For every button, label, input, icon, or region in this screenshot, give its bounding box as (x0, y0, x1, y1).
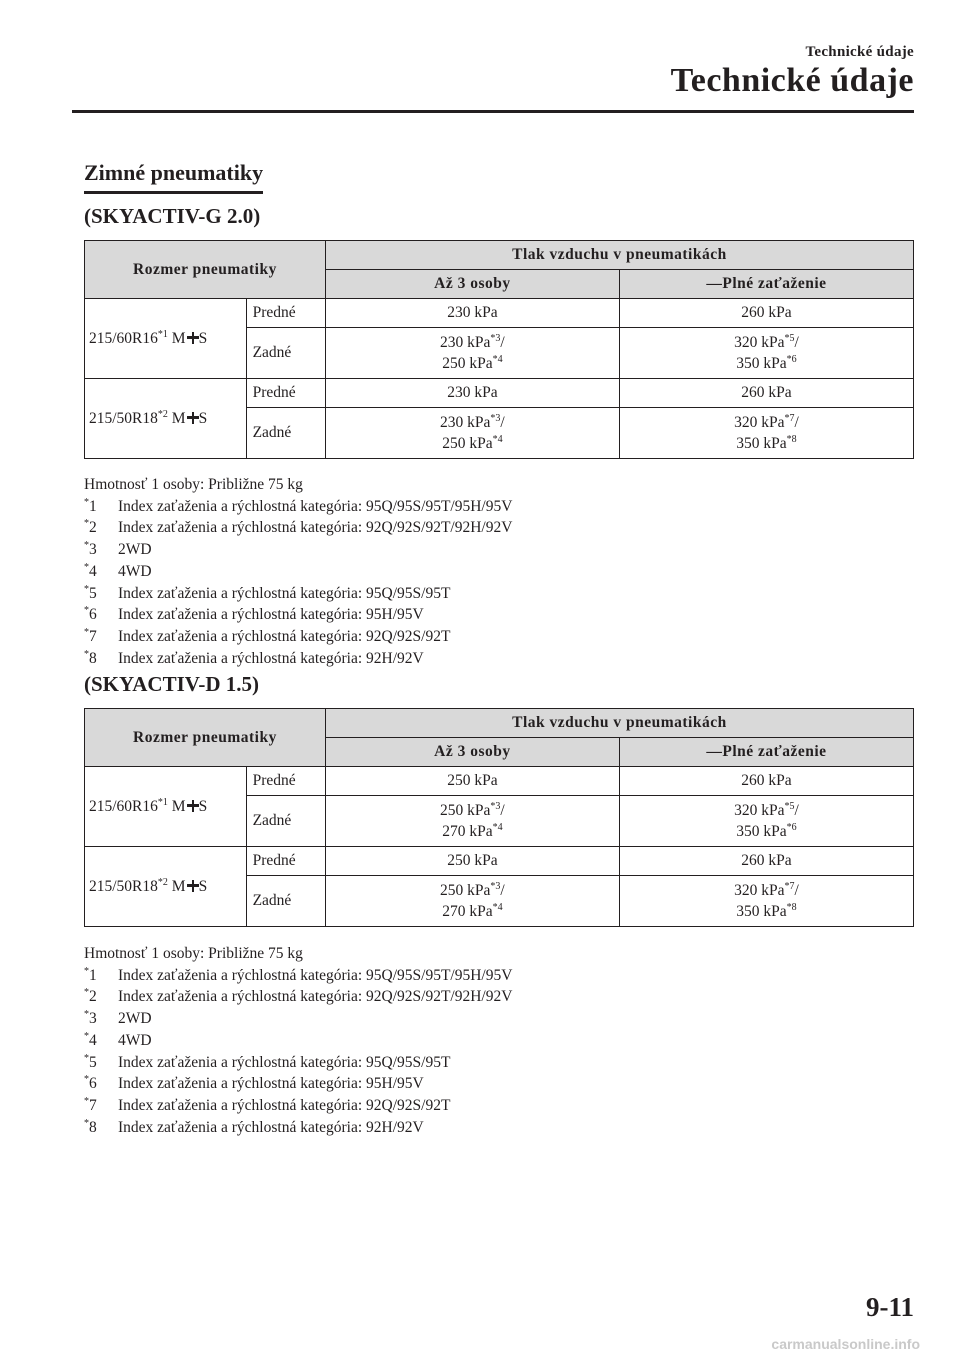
footnote-ref: *3 (490, 333, 501, 344)
footnote-ref: *1 (157, 796, 168, 808)
footnote-ref: *5 (784, 333, 795, 344)
footnote-mark (84, 1095, 118, 1117)
pressure-b: 350 kPa (736, 435, 787, 452)
header-tire-size: Rozmer pneumatiky (85, 709, 326, 767)
pressure-value: 260 kPa (619, 767, 913, 796)
axle-label: Predné (246, 299, 325, 328)
asterisk: * (84, 1074, 89, 1086)
footnote-number: 2 (89, 519, 97, 537)
footnote-text: Index zaťaženia a rýchlostná kategória: 95Q/95S/95T (118, 584, 451, 602)
pressure-4wd: 250 kPa (442, 355, 493, 372)
pressure-value: 250 kPa (325, 847, 619, 876)
plus-icon (187, 412, 199, 424)
asterisk: * (84, 1117, 89, 1129)
pressure-value: 260 kPa (619, 379, 913, 408)
table-row (85, 767, 914, 796)
header-pressure: Tlak vzduchu v pneumatikách (325, 709, 913, 738)
asterisk: * (84, 496, 89, 508)
plus-icon (187, 332, 199, 344)
footnote-ref: *8 (786, 902, 797, 913)
header-up-to-3: Až 3 osoby (325, 738, 619, 767)
tire-size-cell (85, 379, 247, 459)
pressure-value: 250 kPa$^{*3}$/ 270 kPa$^{*4}$ (325, 796, 619, 847)
footnote (84, 965, 512, 987)
footnote-number: 8 (89, 1118, 97, 1136)
axle-label: Zadné (246, 876, 325, 927)
pressure-b: 350 kPa (736, 903, 787, 920)
pressure-b: 350 kPa (736, 355, 787, 372)
tire-size: 215/60R16 (89, 797, 158, 815)
footnote-ref: *2 (157, 876, 168, 888)
tire-class-m: M (171, 409, 186, 427)
asterisk: * (84, 965, 89, 977)
tire-class-s: S (198, 329, 208, 347)
pressure-table-g20 (84, 240, 914, 459)
footnote-text: Index zaťaženia a rýchlostná kategória: 95Q/95S/95T/95H/95V (118, 497, 513, 515)
header-full-load: ―Plné zaťaženie (619, 738, 913, 767)
footnote-number: 5 (89, 584, 97, 602)
footnote-mark (84, 965, 118, 987)
watermark: carmanualsonline.info (771, 1336, 920, 1352)
asterisk: * (84, 540, 89, 552)
footnote-ref: *4 (492, 354, 503, 365)
footnote-ref: *6 (786, 354, 797, 365)
asterisk: * (84, 1095, 89, 1107)
footnote-number: 4 (89, 562, 97, 580)
asterisk: * (84, 1009, 89, 1021)
asterisk: * (84, 605, 89, 617)
pressure-2wd: 230 kPa (440, 414, 491, 431)
tire-class-m: M (171, 797, 186, 815)
tire-class-s: S (198, 877, 208, 895)
footnote-ref: *3 (490, 881, 501, 892)
footnote-mark (84, 583, 118, 605)
pressure-value: 230 kPa$^{*3}$/ 250 kPa$^{*4}$ (325, 408, 619, 459)
section-title: Zimné pneumatiky (84, 160, 263, 194)
footnote-mark (84, 648, 118, 670)
pressure-value: 230 kPa (325, 379, 619, 408)
footnote-ref: *4 (492, 822, 503, 833)
footnote-text: Index zaťaženia a rýchlostná kategória: 95Q/95S/95T/95H/95V (118, 966, 513, 984)
table-header-row (85, 241, 914, 270)
footnote-number: 7 (89, 1096, 97, 1114)
header-pressure: Tlak vzduchu v pneumatikách (325, 241, 913, 270)
axle-label: Predné (246, 379, 325, 408)
pressure-2wd: 250 kPa (440, 802, 491, 819)
footnote-number: 6 (89, 606, 97, 624)
table-row (85, 847, 914, 876)
pressure-2wd: 230 kPa (440, 334, 491, 351)
header-up-to-3: Až 3 osoby (325, 270, 619, 299)
pressure-4wd: 270 kPa (442, 903, 493, 920)
pressure-value: 230 kPa$^{*3}$/ 250 kPa$^{*4}$ (325, 328, 619, 379)
pressure-value: 250 kPa (325, 767, 619, 796)
footnote (84, 1008, 512, 1030)
footnote-number: 4 (89, 1031, 97, 1049)
footnote-mark (84, 539, 118, 561)
pressure-a: 320 kPa (734, 802, 785, 819)
pressure-value: 260 kPa (619, 847, 913, 876)
footnotes-g20 (84, 474, 512, 669)
footnote-text: Index zaťaženia a rýchlostná kategória: 92Q/92S/92T (118, 627, 451, 645)
footnote (84, 1052, 512, 1074)
footnote-text: 2WD (118, 541, 152, 559)
footnote-text: Index zaťaženia a rýchlostná kategória: 92Q/92S/92T (118, 1096, 451, 1114)
header-tire-size: Rozmer pneumatiky (85, 241, 326, 299)
footnote (84, 1030, 512, 1052)
footnote-number: 1 (89, 966, 97, 984)
header-full-load: ―Plné zaťaženie (619, 270, 913, 299)
footnote (84, 539, 512, 561)
weight-note: Hmotnosť 1 osoby: Približne 75 kg (84, 476, 303, 493)
footnote-text: 4WD (118, 1031, 152, 1049)
tire-class-m: M (171, 877, 186, 895)
asterisk: * (84, 987, 89, 999)
pressure-a: 320 kPa (734, 414, 785, 431)
engine-title-g20: (SKYACTIV-G 2.0) (84, 204, 261, 228)
table-row (85, 299, 914, 328)
footnote-mark (84, 561, 118, 583)
tire-size-cell (85, 299, 247, 379)
footnote-number: 1 (89, 497, 97, 515)
pressure-2wd: 250 kPa (440, 882, 491, 899)
footnote-number: 3 (89, 1010, 97, 1028)
pressure-table-d15 (84, 708, 914, 927)
page-number: 9-11 (865, 1292, 914, 1322)
asterisk: * (84, 648, 89, 660)
footnote-text: 4WD (118, 562, 152, 580)
running-header-small: Technické údaje (805, 44, 914, 60)
footnote (84, 583, 512, 605)
footnote-ref: *7 (784, 413, 795, 424)
footnote-mark (84, 1008, 118, 1030)
footnote-text: Index zaťaženia a rýchlostná kategória: 95H/95V (118, 1075, 424, 1093)
tire-size-cell (85, 847, 247, 927)
footnote-text: Index zaťaženia a rýchlostná kategória: 92Q/92S/92T/92H/92V (118, 519, 513, 537)
axle-label: Zadné (246, 796, 325, 847)
asterisk: * (84, 561, 89, 573)
asterisk: * (84, 1030, 89, 1042)
footnote-text: 2WD (118, 1010, 152, 1028)
tire-size: 215/50R18 (89, 877, 158, 895)
footnote (84, 1073, 512, 1095)
footnote-ref: *3 (490, 801, 501, 812)
asterisk: * (84, 1052, 89, 1064)
footnote-number: 8 (89, 649, 97, 667)
asterisk: * (84, 626, 89, 638)
tire-class-s: S (198, 409, 208, 427)
running-header-title: Technické údaje (670, 62, 914, 99)
pressure-value: 320 kPa$^{*7}$/ 350 kPa$^{*8}$ (619, 408, 913, 459)
footnote (84, 604, 512, 626)
pressure-value: 320 kPa$^{*7}$/ 350 kPa$^{*8}$ (619, 876, 913, 927)
footnote-ref: *6 (786, 822, 797, 833)
footnote-mark (84, 1117, 118, 1139)
axle-label: Predné (246, 847, 325, 876)
pressure-value: 260 kPa (619, 299, 913, 328)
footnote (84, 1117, 512, 1139)
header-divider (72, 110, 914, 113)
footnote-number: 2 (89, 988, 97, 1006)
plus-icon (187, 880, 199, 892)
footnote (84, 1095, 512, 1117)
tire-size-cell (85, 767, 247, 847)
footnote-text: Index zaťaženia a rýchlostná kategória: 92H/92V (118, 1118, 424, 1136)
footnote-mark (84, 517, 118, 539)
pressure-value: 230 kPa (325, 299, 619, 328)
footnote-mark (84, 604, 118, 626)
axle-label: Zadné (246, 408, 325, 459)
weight-note: Hmotnosť 1 osoby: Približne 75 kg (84, 945, 303, 962)
engine-title-d15: (SKYACTIV-D 1.5) (84, 672, 260, 696)
footnote-text: Index zaťaženia a rýchlostná kategória: 92Q/92S/92T/92H/92V (118, 988, 513, 1006)
pressure-4wd: 270 kPa (442, 823, 493, 840)
footnote-ref: *4 (492, 434, 503, 445)
footnote (84, 626, 512, 648)
pressure-a: 320 kPa (734, 334, 785, 351)
footnote-mark (84, 986, 118, 1008)
footnote-text: Index zaťaženia a rýchlostná kategória: 92H/92V (118, 649, 424, 667)
pressure-4wd: 250 kPa (442, 435, 493, 452)
footnote-ref: *8 (786, 434, 797, 445)
tire-size: 215/60R16 (89, 329, 158, 347)
footnote-number: 3 (89, 541, 97, 559)
pressure-a: 320 kPa (734, 882, 785, 899)
footnote (84, 517, 512, 539)
table-header-row (85, 709, 914, 738)
footnote-number: 5 (89, 1053, 97, 1071)
pressure-value: 320 kPa$^{*5}$/ 350 kPa$^{*6}$ (619, 796, 913, 847)
asterisk: * (84, 583, 89, 595)
footnote-mark (84, 626, 118, 648)
footnote-mark (84, 1052, 118, 1074)
axle-label: Zadné (246, 328, 325, 379)
tire-size: 215/50R18 (89, 409, 158, 427)
footnotes-d15 (84, 943, 512, 1138)
footnote-mark (84, 496, 118, 518)
pressure-b: 350 kPa (736, 823, 787, 840)
footnote-ref: *5 (784, 801, 795, 812)
footnote-number: 7 (89, 627, 97, 645)
footnote-mark (84, 1030, 118, 1052)
axle-label: Predné (246, 767, 325, 796)
asterisk: * (84, 518, 89, 530)
footnote-ref: *2 (157, 408, 168, 420)
tire-class-s: S (198, 797, 208, 815)
footnote-text: Index zaťaženia a rýchlostná kategória: 95Q/95S/95T (118, 1053, 451, 1071)
footnote-ref: *4 (492, 902, 503, 913)
footnote (84, 986, 512, 1008)
tire-class-m: M (171, 329, 186, 347)
footnote-ref: *1 (157, 328, 168, 340)
pressure-value: 320 kPa$^{*5}$/ 350 kPa$^{*6}$ (619, 328, 913, 379)
table-row (85, 379, 914, 408)
pressure-value: 250 kPa$^{*3}$/ 270 kPa$^{*4}$ (325, 876, 619, 927)
footnote (84, 648, 512, 670)
footnote (84, 561, 512, 583)
footnote-ref: *3 (490, 413, 501, 424)
footnote-mark (84, 1073, 118, 1095)
plus-icon (187, 800, 199, 812)
footnote-number: 6 (89, 1075, 97, 1093)
footnote-text: Index zaťaženia a rýchlostná kategória: 95H/95V (118, 606, 424, 624)
footnote (84, 496, 512, 518)
footnote-ref: *7 (784, 881, 795, 892)
